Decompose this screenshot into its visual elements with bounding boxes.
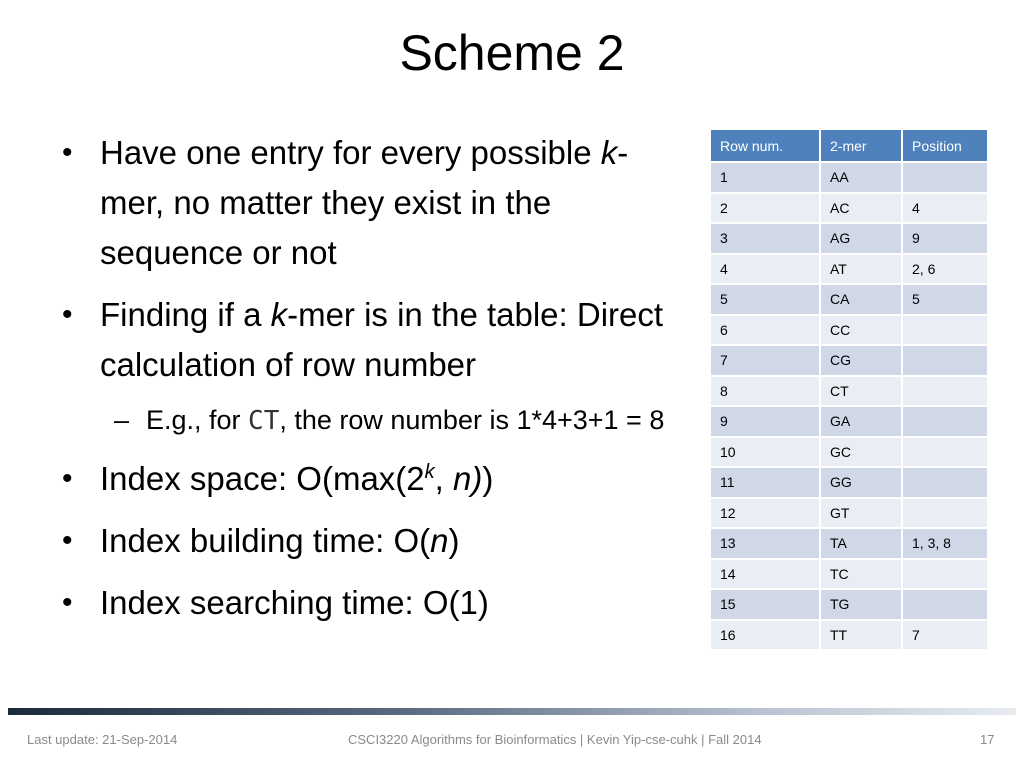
cell-row-num: 16 <box>710 620 820 651</box>
column-header-position: Position <box>902 129 988 162</box>
sub1-text-a: E.g., for <box>146 405 249 435</box>
cell-row-num: 11 <box>710 467 820 498</box>
bullet3-sup-k: k <box>424 461 435 483</box>
bullet1-k: k <box>600 134 618 171</box>
footer-last-update: Last update: 21-Sep-2014 <box>27 732 178 747</box>
cell-row-num: 4 <box>710 254 820 285</box>
cell-position <box>902 589 988 620</box>
cell-row-num: 9 <box>710 406 820 437</box>
slide-title: Scheme 2 <box>399 25 625 81</box>
table-row <box>710 193 988 224</box>
cell-position: 4 <box>902 193 988 224</box>
cell-row-num: 15 <box>710 589 820 620</box>
sub1-text-b: , the row number is 1*4+3+1 = 8 <box>279 405 665 435</box>
bullet3-text-mid: , <box>434 460 453 497</box>
bullet5-text: Index searching time: O(1) <box>100 584 489 621</box>
bullet1-text-a: Have one entry for every possible <box>100 134 601 171</box>
cell-2mer: GA <box>820 406 902 437</box>
bullet-index-searching-time <box>62 578 692 628</box>
bullet2-k: k <box>270 296 288 333</box>
cell-2mer: AT <box>820 254 902 285</box>
bullet-one-entry-per-kmer <box>62 128 692 278</box>
cell-2mer: CG <box>820 345 902 376</box>
table-row <box>710 376 988 407</box>
sub1-code: CT <box>248 406 280 436</box>
bullet-index-space <box>62 454 692 504</box>
sub-bullet-example <box>62 400 692 442</box>
cell-position <box>902 437 988 468</box>
table-row <box>710 559 988 590</box>
cell-row-num: 8 <box>710 376 820 407</box>
cell-position <box>902 376 988 407</box>
bullet-dot: • <box>62 586 73 619</box>
cell-row-num: 7 <box>710 345 820 376</box>
cell-position: 9 <box>902 223 988 254</box>
cell-row-num: 14 <box>710 559 820 590</box>
cell-position: 7 <box>902 620 988 651</box>
table-row <box>710 223 988 254</box>
cell-2mer: TA <box>820 528 902 559</box>
table-body <box>710 162 988 650</box>
cell-2mer: TC <box>820 559 902 590</box>
table-row <box>710 345 988 376</box>
table-row <box>710 467 988 498</box>
bullet4-text-a: Index building time: O( <box>100 522 431 559</box>
cell-2mer: AC <box>820 193 902 224</box>
kmer-index-table <box>709 128 989 651</box>
cell-row-num: 12 <box>710 498 820 529</box>
cell-position <box>902 162 988 193</box>
bullet4-text-b: ) <box>448 522 460 559</box>
table-row <box>710 315 988 346</box>
table-row <box>710 284 988 315</box>
cell-2mer: AG <box>820 223 902 254</box>
cell-position <box>902 498 988 529</box>
table-row <box>710 437 988 468</box>
cell-row-num: 5 <box>710 284 820 315</box>
table-row <box>710 589 988 620</box>
bullet-dot: • <box>62 524 73 557</box>
cell-position: 2, 6 <box>902 254 988 285</box>
cell-2mer: AA <box>820 162 902 193</box>
cell-position <box>902 315 988 346</box>
table-header-row <box>710 129 988 162</box>
footer-course-info: CSCI3220 Algorithms for Bioinformatics | Kevin Yip-cse-cuhk | Fall 2014 <box>348 732 762 747</box>
footer-divider <box>8 708 1016 715</box>
table-row <box>710 162 988 193</box>
cell-2mer: GC <box>820 437 902 468</box>
column-header-row-num: Row num. <box>710 129 820 162</box>
cell-2mer: TG <box>820 589 902 620</box>
bullet-index-building-time <box>62 516 692 566</box>
bullet1-text-b: -mer, no matter they exist in the sequence or not <box>100 134 629 271</box>
table-row <box>710 620 988 651</box>
bullet2-text-a: Finding if a <box>100 296 271 333</box>
bullet-finding-kmer <box>62 290 692 390</box>
cell-2mer: CA <box>820 284 902 315</box>
table-row <box>710 254 988 285</box>
bullet-dot: • <box>62 298 73 331</box>
cell-row-num: 1 <box>710 162 820 193</box>
bullet-dot: • <box>62 462 73 495</box>
footer-page-number: 17 <box>980 732 995 747</box>
cell-row-num: 3 <box>710 223 820 254</box>
bullet-dot: • <box>62 136 73 169</box>
cell-position: 1, 3, 8 <box>902 528 988 559</box>
cell-2mer: TT <box>820 620 902 651</box>
cell-2mer: CT <box>820 376 902 407</box>
cell-row-num: 6 <box>710 315 820 346</box>
sub-bullet-dash: – <box>114 405 130 435</box>
cell-position <box>902 467 988 498</box>
cell-2mer: GG <box>820 467 902 498</box>
bullet3-n: n) <box>452 460 483 497</box>
bullet4-n: n <box>430 522 449 559</box>
table-row <box>710 528 988 559</box>
cell-row-num: 10 <box>710 437 820 468</box>
cell-2mer: CC <box>820 315 902 346</box>
table-row <box>710 498 988 529</box>
cell-position <box>902 345 988 376</box>
bullet3-text-a: Index space: O(max(2 <box>100 460 425 497</box>
bullet-list <box>62 128 692 640</box>
cell-row-num: 13 <box>710 528 820 559</box>
column-header-2mer: 2-mer <box>820 129 902 162</box>
cell-row-num: 2 <box>710 193 820 224</box>
cell-position <box>902 406 988 437</box>
bullet2-text-b: -mer is in the table: Direct calculation of row number <box>100 296 664 383</box>
cell-position: 5 <box>902 284 988 315</box>
table-row <box>710 406 988 437</box>
bullet3-text-b: ) <box>482 460 494 497</box>
cell-2mer: GT <box>820 498 902 529</box>
cell-position <box>902 559 988 590</box>
